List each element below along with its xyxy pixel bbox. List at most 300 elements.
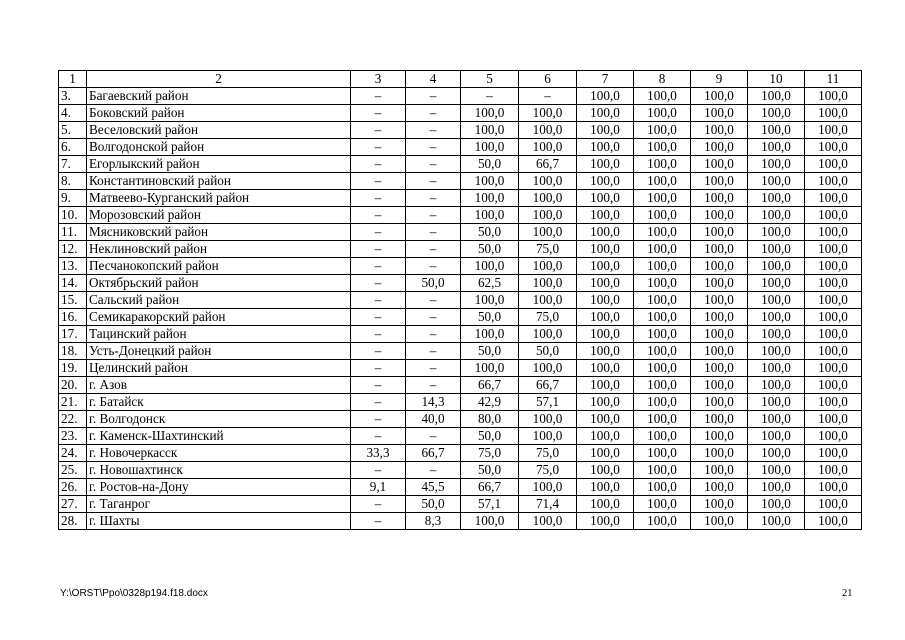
value-cell: 100,0 bbox=[577, 513, 634, 530]
value-cell: 100,0 bbox=[634, 88, 691, 105]
table-row bbox=[59, 258, 862, 275]
value-cell: 100,0 bbox=[691, 377, 748, 394]
value-cell: 100,0 bbox=[748, 139, 805, 156]
value-cell: 71,4 bbox=[519, 496, 577, 513]
value-cell: 100,0 bbox=[577, 411, 634, 428]
value-cell: 100,0 bbox=[519, 258, 577, 275]
value-cell: 100,0 bbox=[577, 241, 634, 258]
value-cell: 100,0 bbox=[748, 377, 805, 394]
value-cell: 75,0 bbox=[519, 445, 577, 462]
value-cell: 100,0 bbox=[577, 173, 634, 190]
value-cell: 100,0 bbox=[577, 139, 634, 156]
table-row bbox=[59, 394, 862, 411]
value-cell: 100,0 bbox=[691, 224, 748, 241]
header-row bbox=[59, 71, 862, 88]
row-number: 12. bbox=[59, 241, 87, 258]
value-cell: 100,0 bbox=[805, 156, 862, 173]
value-cell: 100,0 bbox=[805, 173, 862, 190]
value-cell: 100,0 bbox=[748, 241, 805, 258]
value-cell: 100,0 bbox=[691, 156, 748, 173]
value-cell: 100,0 bbox=[691, 360, 748, 377]
row-number: 15. bbox=[59, 292, 87, 309]
region-name: г. Батайск bbox=[87, 394, 351, 411]
row-number: 17. bbox=[59, 326, 87, 343]
table-row bbox=[59, 479, 862, 496]
value-cell: 100,0 bbox=[461, 360, 519, 377]
value-cell: 100,0 bbox=[634, 428, 691, 445]
value-cell: – bbox=[351, 105, 406, 122]
value-cell: 66,7 bbox=[461, 479, 519, 496]
value-cell: 100,0 bbox=[691, 309, 748, 326]
region-name: Неклиновский район bbox=[87, 241, 351, 258]
value-cell: – bbox=[351, 411, 406, 428]
value-cell: – bbox=[351, 377, 406, 394]
column-header-8: 8 bbox=[634, 71, 691, 88]
value-cell: 100,0 bbox=[805, 394, 862, 411]
value-cell: 100,0 bbox=[519, 224, 577, 241]
value-cell: 100,0 bbox=[634, 479, 691, 496]
value-cell: 100,0 bbox=[805, 445, 862, 462]
region-name: Тацинский район bbox=[87, 326, 351, 343]
table-row bbox=[59, 275, 862, 292]
value-cell: 9,1 bbox=[351, 479, 406, 496]
region-name: Октябрьский район bbox=[87, 275, 351, 292]
value-cell: 100,0 bbox=[577, 258, 634, 275]
value-cell: – bbox=[406, 377, 461, 394]
value-cell: 100,0 bbox=[519, 428, 577, 445]
value-cell: 100,0 bbox=[519, 105, 577, 122]
value-cell: 100,0 bbox=[519, 479, 577, 496]
value-cell: 100,0 bbox=[805, 241, 862, 258]
value-cell: 100,0 bbox=[577, 122, 634, 139]
value-cell: – bbox=[406, 139, 461, 156]
value-cell: 100,0 bbox=[461, 292, 519, 309]
value-cell: 100,0 bbox=[748, 292, 805, 309]
value-cell: 100,0 bbox=[519, 173, 577, 190]
value-cell: 100,0 bbox=[634, 207, 691, 224]
value-cell: 100,0 bbox=[577, 105, 634, 122]
value-cell: 100,0 bbox=[748, 462, 805, 479]
value-cell: 100,0 bbox=[634, 360, 691, 377]
value-cell: 100,0 bbox=[634, 258, 691, 275]
row-number: 10. bbox=[59, 207, 87, 224]
row-number: 23. bbox=[59, 428, 87, 445]
value-cell: 80,0 bbox=[461, 411, 519, 428]
table-row bbox=[59, 326, 862, 343]
value-cell: 100,0 bbox=[691, 411, 748, 428]
value-cell: – bbox=[406, 326, 461, 343]
value-cell: – bbox=[406, 173, 461, 190]
value-cell: 14,3 bbox=[406, 394, 461, 411]
table-row bbox=[59, 360, 862, 377]
column-header-3: 3 bbox=[351, 71, 406, 88]
value-cell: 100,0 bbox=[748, 394, 805, 411]
region-name: Константиновский район bbox=[87, 173, 351, 190]
value-cell: – bbox=[351, 309, 406, 326]
value-cell: 100,0 bbox=[805, 275, 862, 292]
row-number: 13. bbox=[59, 258, 87, 275]
value-cell: 100,0 bbox=[519, 190, 577, 207]
value-cell: 100,0 bbox=[748, 190, 805, 207]
value-cell: 100,0 bbox=[805, 309, 862, 326]
value-cell: 100,0 bbox=[691, 207, 748, 224]
value-cell: 100,0 bbox=[691, 173, 748, 190]
value-cell: 100,0 bbox=[634, 326, 691, 343]
value-cell: 100,0 bbox=[805, 411, 862, 428]
value-cell: 100,0 bbox=[461, 105, 519, 122]
value-cell: 100,0 bbox=[805, 360, 862, 377]
value-cell: 100,0 bbox=[805, 122, 862, 139]
value-cell: 100,0 bbox=[577, 207, 634, 224]
value-cell: 100,0 bbox=[577, 190, 634, 207]
value-cell: – bbox=[406, 156, 461, 173]
row-number: 22. bbox=[59, 411, 87, 428]
value-cell: 100,0 bbox=[634, 156, 691, 173]
value-cell: 100,0 bbox=[748, 428, 805, 445]
value-cell: – bbox=[406, 190, 461, 207]
column-header-7: 7 bbox=[577, 71, 634, 88]
value-cell: 50,0 bbox=[461, 462, 519, 479]
value-cell: 100,0 bbox=[691, 496, 748, 513]
value-cell: 100,0 bbox=[748, 411, 805, 428]
value-cell: 100,0 bbox=[748, 275, 805, 292]
row-number: 28. bbox=[59, 513, 87, 530]
region-name: Волгодонской район bbox=[87, 139, 351, 156]
value-cell: – bbox=[461, 88, 519, 105]
row-number: 21. bbox=[59, 394, 87, 411]
row-number: 5. bbox=[59, 122, 87, 139]
value-cell: 42,9 bbox=[461, 394, 519, 411]
value-cell: 66,7 bbox=[406, 445, 461, 462]
value-cell: 100,0 bbox=[634, 411, 691, 428]
value-cell: 100,0 bbox=[577, 479, 634, 496]
value-cell: 100,0 bbox=[519, 139, 577, 156]
value-cell: 100,0 bbox=[461, 258, 519, 275]
value-cell: – bbox=[351, 88, 406, 105]
value-cell: 100,0 bbox=[805, 462, 862, 479]
value-cell: 100,0 bbox=[577, 428, 634, 445]
value-cell: 100,0 bbox=[519, 292, 577, 309]
value-cell: 50,0 bbox=[406, 275, 461, 292]
value-cell: 100,0 bbox=[805, 377, 862, 394]
value-cell: 100,0 bbox=[805, 105, 862, 122]
value-cell: 100,0 bbox=[634, 139, 691, 156]
value-cell: – bbox=[406, 258, 461, 275]
value-cell: 100,0 bbox=[519, 207, 577, 224]
value-cell: 100,0 bbox=[691, 428, 748, 445]
value-cell: 100,0 bbox=[634, 275, 691, 292]
table-row bbox=[59, 377, 862, 394]
value-cell: 100,0 bbox=[748, 513, 805, 530]
value-cell: 100,0 bbox=[634, 105, 691, 122]
column-header-5: 5 bbox=[461, 71, 519, 88]
value-cell: – bbox=[351, 139, 406, 156]
row-number: 7. bbox=[59, 156, 87, 173]
value-cell: – bbox=[351, 292, 406, 309]
value-cell: 100,0 bbox=[691, 326, 748, 343]
region-name: Егорлыкский район bbox=[87, 156, 351, 173]
value-cell: – bbox=[406, 224, 461, 241]
value-cell: 50,0 bbox=[461, 309, 519, 326]
value-cell: 100,0 bbox=[577, 292, 634, 309]
value-cell: 100,0 bbox=[748, 326, 805, 343]
value-cell: 100,0 bbox=[805, 190, 862, 207]
region-name: Мясниковский район bbox=[87, 224, 351, 241]
value-cell: – bbox=[351, 224, 406, 241]
table-row bbox=[59, 343, 862, 360]
column-header-9: 9 bbox=[691, 71, 748, 88]
value-cell: – bbox=[406, 360, 461, 377]
region-name: Боковский район bbox=[87, 105, 351, 122]
value-cell: 100,0 bbox=[748, 156, 805, 173]
value-cell: 100,0 bbox=[805, 88, 862, 105]
value-cell: 100,0 bbox=[634, 224, 691, 241]
value-cell: 100,0 bbox=[577, 343, 634, 360]
value-cell: – bbox=[406, 292, 461, 309]
value-cell: – bbox=[406, 122, 461, 139]
value-cell: – bbox=[351, 207, 406, 224]
value-cell: 100,0 bbox=[634, 173, 691, 190]
value-cell: 100,0 bbox=[691, 275, 748, 292]
value-cell: 50,0 bbox=[406, 496, 461, 513]
table-row bbox=[59, 224, 862, 241]
row-number: 27. bbox=[59, 496, 87, 513]
value-cell: 100,0 bbox=[577, 445, 634, 462]
value-cell: 100,0 bbox=[748, 360, 805, 377]
table-row bbox=[59, 462, 862, 479]
table-row bbox=[59, 292, 862, 309]
value-cell: 50,0 bbox=[461, 156, 519, 173]
value-cell: 100,0 bbox=[577, 496, 634, 513]
value-cell: 100,0 bbox=[634, 122, 691, 139]
table-row bbox=[59, 309, 862, 326]
page-number: 21 bbox=[842, 588, 853, 599]
value-cell: 100,0 bbox=[634, 496, 691, 513]
value-cell: – bbox=[519, 88, 577, 105]
value-cell: 100,0 bbox=[634, 292, 691, 309]
value-cell: 100,0 bbox=[691, 394, 748, 411]
row-number: 4. bbox=[59, 105, 87, 122]
region-name: Матвеево-Курганский район bbox=[87, 190, 351, 207]
value-cell: 57,1 bbox=[519, 394, 577, 411]
value-cell: 100,0 bbox=[577, 394, 634, 411]
value-cell: 100,0 bbox=[748, 88, 805, 105]
value-cell: 100,0 bbox=[691, 122, 748, 139]
value-cell: 100,0 bbox=[634, 513, 691, 530]
row-number: 16. bbox=[59, 309, 87, 326]
value-cell: 100,0 bbox=[519, 326, 577, 343]
value-cell: 100,0 bbox=[748, 173, 805, 190]
region-name: г. Каменск-Шахтинский bbox=[87, 428, 351, 445]
value-cell: 50,0 bbox=[461, 428, 519, 445]
value-cell: 100,0 bbox=[461, 122, 519, 139]
value-cell: – bbox=[351, 496, 406, 513]
value-cell: 8,3 bbox=[406, 513, 461, 530]
region-name: г. Таганрог bbox=[87, 496, 351, 513]
row-number: 24. bbox=[59, 445, 87, 462]
table-row bbox=[59, 105, 862, 122]
value-cell: 100,0 bbox=[691, 258, 748, 275]
value-cell: 100,0 bbox=[691, 241, 748, 258]
value-cell: – bbox=[406, 241, 461, 258]
value-cell: – bbox=[351, 462, 406, 479]
region-name: Усть-Донецкий район bbox=[87, 343, 351, 360]
value-cell: 100,0 bbox=[519, 275, 577, 292]
value-cell: 62,5 bbox=[461, 275, 519, 292]
value-cell: 100,0 bbox=[691, 88, 748, 105]
row-number: 20. bbox=[59, 377, 87, 394]
row-number: 25. bbox=[59, 462, 87, 479]
value-cell: – bbox=[351, 258, 406, 275]
value-cell: 100,0 bbox=[691, 462, 748, 479]
column-header-11: 11 bbox=[805, 71, 862, 88]
region-name: Морозовский район bbox=[87, 207, 351, 224]
value-cell: 75,0 bbox=[519, 462, 577, 479]
value-cell: 100,0 bbox=[577, 326, 634, 343]
region-name: Веселовский район bbox=[87, 122, 351, 139]
column-header-6: 6 bbox=[519, 71, 577, 88]
value-cell: 100,0 bbox=[519, 122, 577, 139]
value-cell: 100,0 bbox=[805, 224, 862, 241]
value-cell: 100,0 bbox=[634, 394, 691, 411]
column-header-10: 10 bbox=[748, 71, 805, 88]
value-cell: 100,0 bbox=[748, 445, 805, 462]
row-number: 14. bbox=[59, 275, 87, 292]
footer-file-path: Y:\ORST\Ppo\0328p194.f18.docx bbox=[60, 588, 208, 599]
value-cell: 100,0 bbox=[577, 156, 634, 173]
value-cell: 100,0 bbox=[691, 139, 748, 156]
table-row bbox=[59, 513, 862, 530]
value-cell: 100,0 bbox=[748, 258, 805, 275]
row-number: 6. bbox=[59, 139, 87, 156]
value-cell: 100,0 bbox=[805, 258, 862, 275]
value-cell: 100,0 bbox=[634, 241, 691, 258]
value-cell: 100,0 bbox=[691, 190, 748, 207]
value-cell: 100,0 bbox=[577, 224, 634, 241]
value-cell: 66,7 bbox=[519, 377, 577, 394]
region-name: г. Шахты bbox=[87, 513, 351, 530]
value-cell: 40,0 bbox=[406, 411, 461, 428]
value-cell: 100,0 bbox=[577, 88, 634, 105]
value-cell: 100,0 bbox=[577, 360, 634, 377]
table-row bbox=[59, 139, 862, 156]
region-name: Сальский район bbox=[87, 292, 351, 309]
table-row bbox=[59, 411, 862, 428]
value-cell: – bbox=[406, 88, 461, 105]
value-cell: 50,0 bbox=[461, 343, 519, 360]
value-cell: – bbox=[351, 190, 406, 207]
value-cell: 100,0 bbox=[805, 513, 862, 530]
value-cell: – bbox=[351, 394, 406, 411]
value-cell: – bbox=[351, 513, 406, 530]
value-cell: 100,0 bbox=[461, 513, 519, 530]
value-cell: 100,0 bbox=[805, 292, 862, 309]
value-cell: 100,0 bbox=[519, 411, 577, 428]
value-cell: – bbox=[351, 343, 406, 360]
value-cell: – bbox=[406, 309, 461, 326]
column-header-4: 4 bbox=[406, 71, 461, 88]
region-name: г. Ростов-на-Дону bbox=[87, 479, 351, 496]
table-row bbox=[59, 88, 862, 105]
row-number: 9. bbox=[59, 190, 87, 207]
value-cell: 100,0 bbox=[691, 479, 748, 496]
value-cell: 100,0 bbox=[634, 190, 691, 207]
row-number: 18. bbox=[59, 343, 87, 360]
value-cell: 100,0 bbox=[748, 224, 805, 241]
value-cell: 100,0 bbox=[577, 275, 634, 292]
value-cell: 100,0 bbox=[748, 105, 805, 122]
value-cell: 100,0 bbox=[691, 105, 748, 122]
value-cell: 33,3 bbox=[351, 445, 406, 462]
value-cell: 66,7 bbox=[461, 377, 519, 394]
row-number: 8. bbox=[59, 173, 87, 190]
table-row bbox=[59, 190, 862, 207]
value-cell: 100,0 bbox=[634, 343, 691, 360]
value-cell: – bbox=[406, 207, 461, 224]
table-row bbox=[59, 122, 862, 139]
value-cell: 100,0 bbox=[461, 326, 519, 343]
value-cell: 100,0 bbox=[691, 343, 748, 360]
value-cell: – bbox=[351, 173, 406, 190]
value-cell: 100,0 bbox=[748, 122, 805, 139]
value-cell: 100,0 bbox=[461, 173, 519, 190]
value-cell: – bbox=[351, 428, 406, 445]
row-number: 3. bbox=[59, 88, 87, 105]
table-row bbox=[59, 445, 862, 462]
value-cell: 50,0 bbox=[461, 241, 519, 258]
value-cell: 100,0 bbox=[805, 139, 862, 156]
value-cell: 100,0 bbox=[634, 462, 691, 479]
value-cell: 100,0 bbox=[748, 309, 805, 326]
region-name: г. Новочеркасск bbox=[87, 445, 351, 462]
value-cell: – bbox=[351, 360, 406, 377]
column-header-1: 1 bbox=[59, 71, 87, 88]
value-cell: 100,0 bbox=[748, 343, 805, 360]
value-cell: 100,0 bbox=[634, 377, 691, 394]
value-cell: 100,0 bbox=[461, 139, 519, 156]
value-cell: 100,0 bbox=[577, 309, 634, 326]
value-cell: 57,1 bbox=[461, 496, 519, 513]
value-cell: 100,0 bbox=[634, 309, 691, 326]
table-row bbox=[59, 428, 862, 445]
value-cell: – bbox=[351, 275, 406, 292]
value-cell: 100,0 bbox=[805, 207, 862, 224]
region-name: г. Новошахтинск bbox=[87, 462, 351, 479]
value-cell: 100,0 bbox=[691, 445, 748, 462]
table-row bbox=[59, 496, 862, 513]
value-cell: 100,0 bbox=[634, 445, 691, 462]
value-cell: 100,0 bbox=[748, 496, 805, 513]
value-cell: – bbox=[406, 428, 461, 445]
value-cell: 75,0 bbox=[519, 309, 577, 326]
region-name: Целинский район bbox=[87, 360, 351, 377]
value-cell: 100,0 bbox=[691, 292, 748, 309]
value-cell: – bbox=[406, 343, 461, 360]
region-name: г. Волгодонск bbox=[87, 411, 351, 428]
value-cell: 66,7 bbox=[519, 156, 577, 173]
value-cell: 75,0 bbox=[461, 445, 519, 462]
value-cell: 45,5 bbox=[406, 479, 461, 496]
value-cell: 100,0 bbox=[577, 462, 634, 479]
value-cell: 75,0 bbox=[519, 241, 577, 258]
table-row bbox=[59, 156, 862, 173]
region-name: Песчанокопский район bbox=[87, 258, 351, 275]
value-cell: 100,0 bbox=[805, 479, 862, 496]
value-cell: 50,0 bbox=[519, 343, 577, 360]
value-cell: 100,0 bbox=[805, 326, 862, 343]
column-header-2: 2 bbox=[87, 71, 351, 88]
value-cell: – bbox=[351, 241, 406, 258]
